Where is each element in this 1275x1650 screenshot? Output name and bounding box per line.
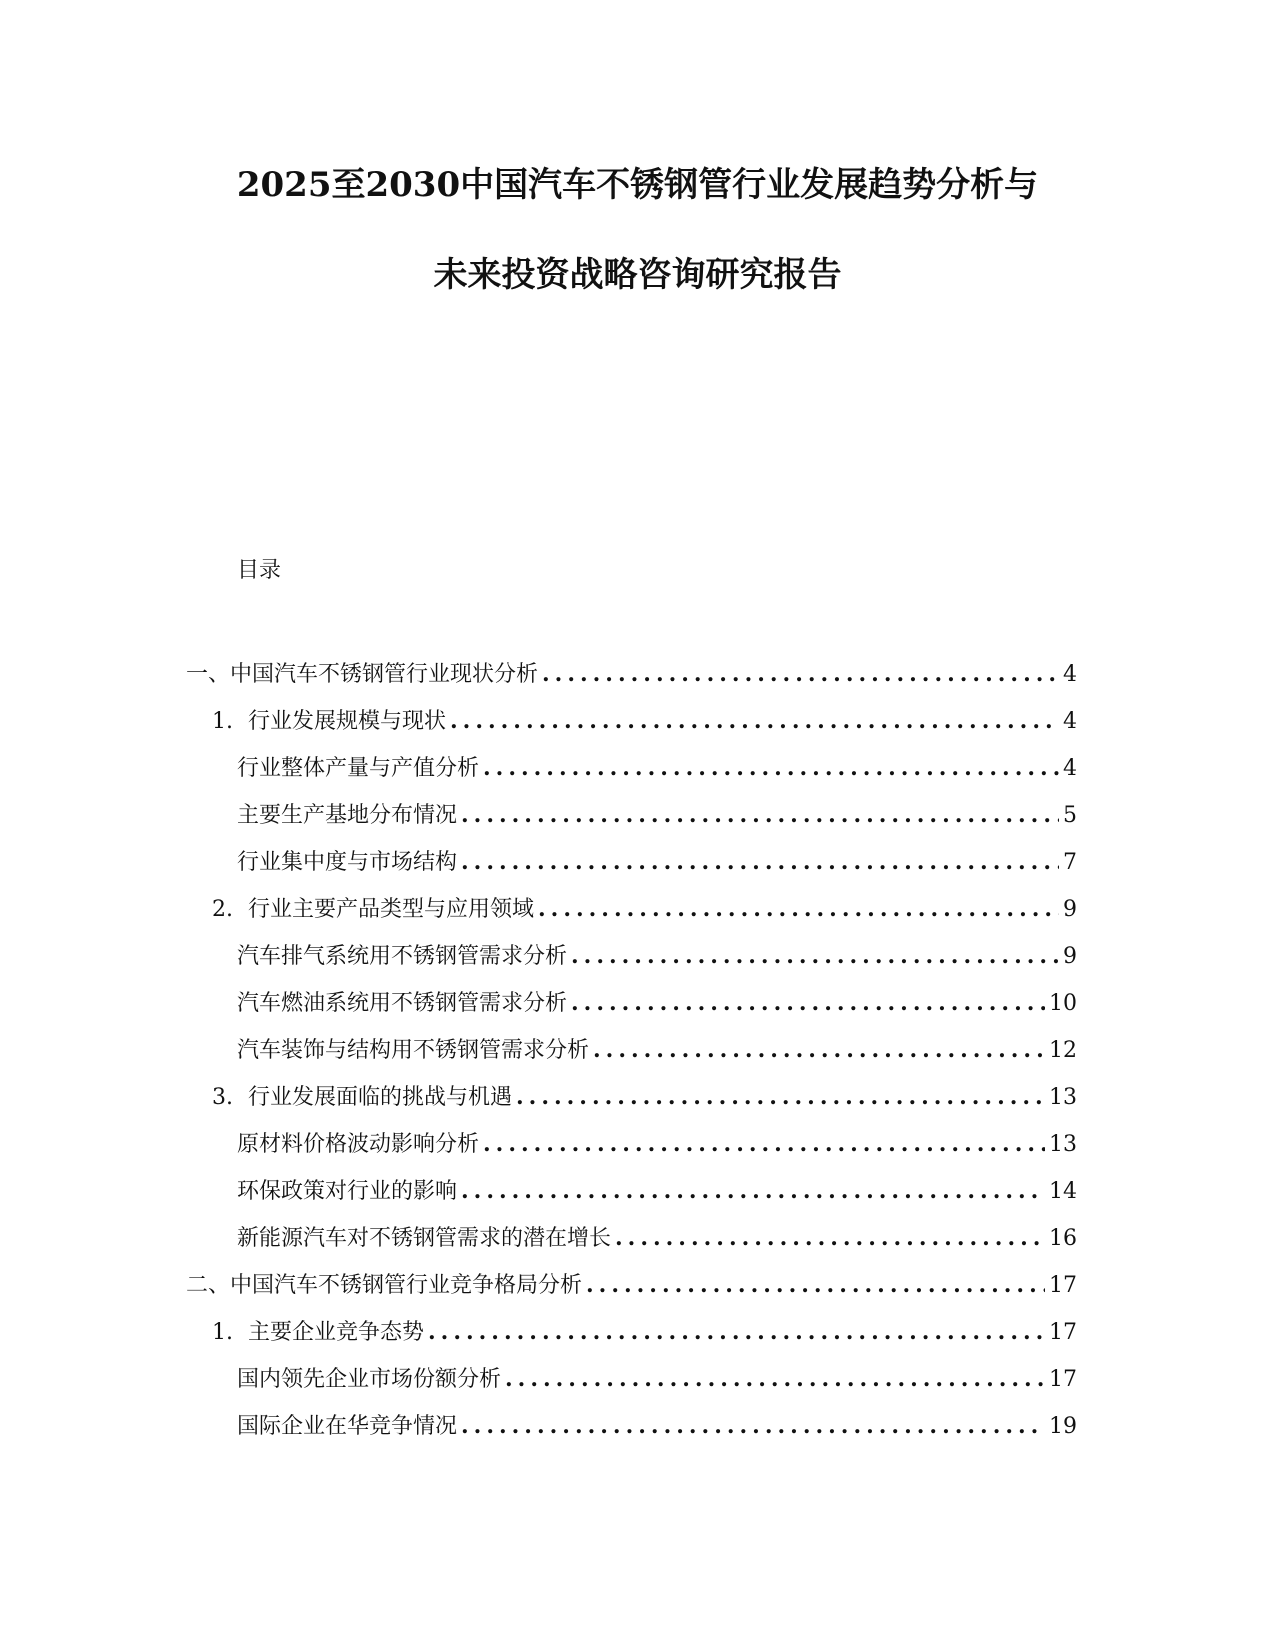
toc-entry[interactable]: [237, 791, 1077, 839]
toc-entry-label: 环保政策对行业的影响: [237, 1179, 458, 1204]
report-title: [0, 140, 1275, 320]
toc-entry-page: 9: [1063, 944, 1077, 969]
toc-entry-label: 行业发展规模与现状: [248, 709, 447, 734]
toc-entry-page: 9: [1063, 897, 1077, 922]
toc-leader-dots: [428, 1308, 1045, 1356]
toc-leader-dots: [483, 1120, 1045, 1168]
toc-entry-label: 一、中国汽车不锈钢管行业现状分析: [186, 662, 539, 687]
toc-entry-page: 17: [1049, 1320, 1077, 1345]
toc-entry-label: 行业集中度与市场结构: [237, 850, 458, 875]
toc-entry-label: 汽车装饰与结构用不锈钢管需求分析: [237, 1038, 590, 1063]
toc-entry[interactable]: [212, 697, 1077, 745]
toc-entry-page: 17: [1049, 1273, 1077, 1298]
toc-entry[interactable]: [237, 838, 1077, 886]
toc-leader-dots: [615, 1214, 1045, 1262]
toc-entry-label: 国际企业在华竞争情况: [237, 1414, 458, 1439]
toc-entry-number: 1.: [212, 709, 233, 734]
toc-entry-page: 7: [1063, 850, 1077, 875]
toc-entry[interactable]: [237, 744, 1077, 792]
toc-entry-number: 1.: [212, 1320, 233, 1345]
toc-entry-label: 汽车燃油系统用不锈钢管需求分析: [237, 991, 568, 1016]
toc-entry[interactable]: [237, 1355, 1077, 1403]
toc-leader-dots: [483, 744, 1059, 792]
toc-entry-page: 19: [1049, 1414, 1077, 1439]
toc-entry-page: 4: [1063, 709, 1077, 734]
report-title-line-1: 2025至2030中国汽车不锈钢管行业发展趋势分析与: [236, 165, 1039, 205]
toc-leader-dots: [516, 1073, 1045, 1121]
toc-leader-dots: [586, 1261, 1045, 1309]
toc-entry-page: 14: [1049, 1179, 1077, 1204]
toc-leader-dots: [461, 791, 1059, 839]
toc-entry-page: 5: [1063, 803, 1077, 828]
toc-entry-page: 10: [1049, 991, 1077, 1016]
toc-heading: 目录: [237, 558, 282, 583]
toc-entry-label: 汽车排气系统用不锈钢管需求分析: [237, 944, 568, 969]
toc-entry[interactable]: [237, 1026, 1077, 1074]
toc-leader-dots: [542, 650, 1059, 698]
toc-entry-label: 行业整体产量与产值分析: [237, 756, 480, 781]
toc-entry-page: 16: [1049, 1226, 1077, 1251]
toc-entry[interactable]: [237, 1214, 1077, 1262]
toc-entry-label: 原材料价格波动影响分析: [237, 1132, 480, 1157]
toc-entry[interactable]: [237, 1167, 1077, 1215]
toc-leader-dots: [538, 885, 1059, 933]
toc-entry-label: 国内领先企业市场份额分析: [237, 1367, 502, 1392]
toc-entry-label: 主要企业竞争态势: [248, 1320, 425, 1345]
report-title-line-2: 未来投资战略咨询研究报告: [433, 255, 842, 295]
toc-entry[interactable]: [212, 885, 1077, 933]
toc-leader-dots: [571, 979, 1045, 1027]
toc-leader-dots: [461, 1167, 1045, 1215]
toc-entry-label: 主要生产基地分布情况: [237, 803, 458, 828]
toc-entry[interactable]: [212, 1308, 1077, 1356]
toc-leader-dots: [461, 1402, 1045, 1450]
toc-entry-page: 12: [1049, 1038, 1077, 1063]
toc-entry-page: 4: [1063, 756, 1077, 781]
toc-entry-page: 13: [1049, 1085, 1077, 1110]
toc-entry-label: 二、中国汽车不锈钢管行业竞争格局分析: [186, 1273, 583, 1298]
toc-leader-dots: [571, 932, 1059, 980]
toc-entry[interactable]: [186, 650, 1077, 698]
toc-entry-label: 行业主要产品类型与应用领域: [248, 897, 535, 922]
toc-entry[interactable]: [237, 932, 1077, 980]
toc-entry[interactable]: [212, 1073, 1077, 1121]
toc-entry[interactable]: [237, 979, 1077, 1027]
toc-entry[interactable]: [186, 1261, 1077, 1309]
toc-entry-label: 新能源汽车对不锈钢管需求的潜在增长: [237, 1226, 612, 1251]
toc-entry[interactable]: [237, 1402, 1077, 1450]
toc-leader-dots: [450, 697, 1059, 745]
toc-leader-dots: [593, 1026, 1045, 1074]
toc-entry[interactable]: [237, 1120, 1077, 1168]
toc-entry-page: 17: [1049, 1367, 1077, 1392]
toc-entry-label: 行业发展面临的挑战与机遇: [248, 1085, 513, 1110]
toc-entry-number: 2.: [212, 897, 233, 922]
toc-entry-page: 4: [1063, 662, 1077, 687]
toc-entry-number: 3.: [212, 1085, 233, 1110]
toc-entry-page: 13: [1049, 1132, 1077, 1157]
toc-leader-dots: [461, 838, 1059, 886]
toc-leader-dots: [505, 1355, 1045, 1403]
